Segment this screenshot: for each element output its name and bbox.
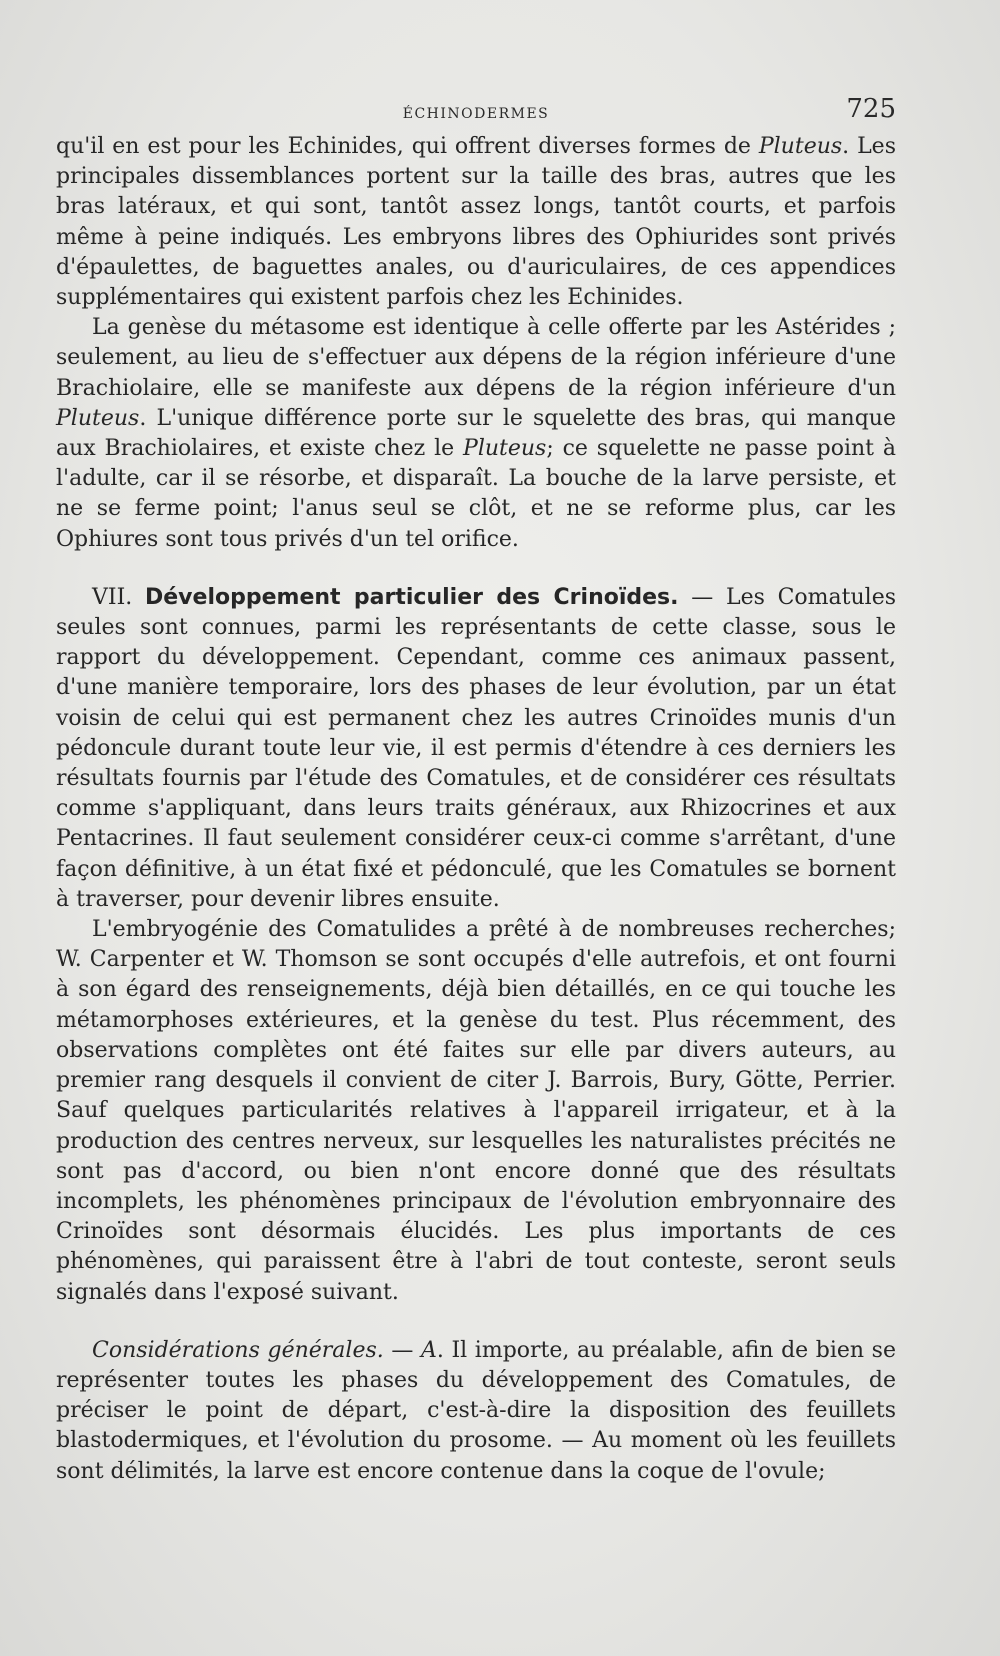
paragraph-2-text-a: La genèse du métasome est identique à celle offerte par les Astérides ; seulement, au lieu de s'effectuer aux dépens de la région inférieure d'une Brachiolaire, elle se manifeste aux dépens de la région inférieure d'un: [56, 315, 896, 401]
paragraph-4-text: L'embryogénie des Comatulides a prêté à de nombreuses recherches; W. Carpenter et W. Thomson se sont occupés d'elle autrefois, et ont fourni à son égard des renseignements, déjà bien détaillés, en ce qui touche les métamorphoses extérieures, et la genèse du test. Plus récemment, des observations complètes ont été faites sur elle par divers auteurs, au premier rang desquels il convient de citer J. Barrois, Bury, Götte, Perrier. Sauf quelques particularités relatives à l'appareil irrigateur, et à la production des centres nerveux, sur lesquelles les naturalistes précités ne sont pas d'accord, ou bien n'ont encore donné que des résultats incomplets, les phénomènes principaux de l'évolution embryonnaire des Crinoïdes sont désormais élucidés. Les plus importants de ces phénomènes, qui paraissent être à l'abri de tout conteste, seront seuls signalés dans l'exposé suivant.: [56, 917, 896, 1305]
paragraph-2-text-b: . L'unique différence porte sur le squelette des bras, qui manque aux Brachiolaires, et existe chez le: [56, 405, 896, 462]
section-text: — Les Comatules seules sont connues, parmi les représentants de cette classe, sous le rapport du développement. Cependant, comme ces animaux passent, d'une manière temporaire, lors des phases de leur évolution, par un état voisin de celui qui est permanent chez les autres Crinoïdes munis d'un pédoncule durant toute leur vie, il est permis d'étendre à ces derniers les résultats fournis par l'étude des Comatules, et de considérer ces résultats comme s'appliquant, dans leurs traits généraux, aux Rhizocrines et aux Pentacrines. Il faut seulement considérer ceux-ci comme s'arrêtant, d'une façon définitive, à un état fixé et pédonculé, que les Comatules se bornent à traverser, pour devenir libres ensuite.: [56, 584, 897, 912]
page-number: 725: [846, 94, 896, 124]
subsection-heading: Considérations générales.: [92, 1337, 384, 1363]
body-text: [56, 132, 896, 1487]
paragraph-2: [56, 313, 896, 555]
paragraph-5: [56, 1336, 896, 1487]
paragraph-5-letter: A: [420, 1337, 437, 1363]
section-number: VII.: [92, 584, 133, 610]
page-header: [56, 94, 896, 134]
paragraph-5-text: . Il importe, au préalable, afin de bien se représenter toutes les phases du développement des Comatules, de préciser le point de départ, c'est-à-dire la disposition des feuillets blastodermiques, et l'évolution du prosome. — Au moment où les feuillets sont délimités, la larve est encore contenue dans la coque de l'ovule;: [56, 1337, 896, 1484]
section-paragraph: [56, 583, 896, 915]
paragraph-2-pluteus-1: Pluteus: [56, 405, 140, 431]
paragraph-1: [56, 132, 896, 313]
paragraph-1-text-b: . Les principales dissemblances portent sur la taille des bras, autres que les bras latéraux, et qui sont, tantôt assez longs, tantôt courts, et parfois même à peine indiqués. Les embryons libres des Ophiurides sont privés d'épaulettes, de baguettes anales, ou d'auriculaires, de ces appendices supplémentaires qui existent parfois chez les Echinides.: [56, 134, 896, 311]
paragraph-1-text-a: qu'il en est pour les Echinides, qui offrent diverses formes de: [56, 134, 759, 159]
paragraph-5-dash: —: [383, 1337, 421, 1363]
paragraph-2-pluteus-2: Pluteus: [463, 436, 547, 462]
section-title: Développement particulier des Crinoïdes.: [145, 584, 679, 610]
paragraph-2-text-c: ; ce squelette ne passe point à l'adulte, car il se résorbe, et disparaît. La bouche de la larve persiste, et ne se ferme point; l'anus seul se clôt, et ne se reforme plus, car les Ophiures sont tous privés d'un tel orifice.: [56, 436, 896, 552]
running-head: ÉCHINODERMES: [402, 106, 550, 122]
paragraph-4: [56, 915, 896, 1308]
paragraph-1-pluteus: Pluteus: [758, 134, 843, 159]
